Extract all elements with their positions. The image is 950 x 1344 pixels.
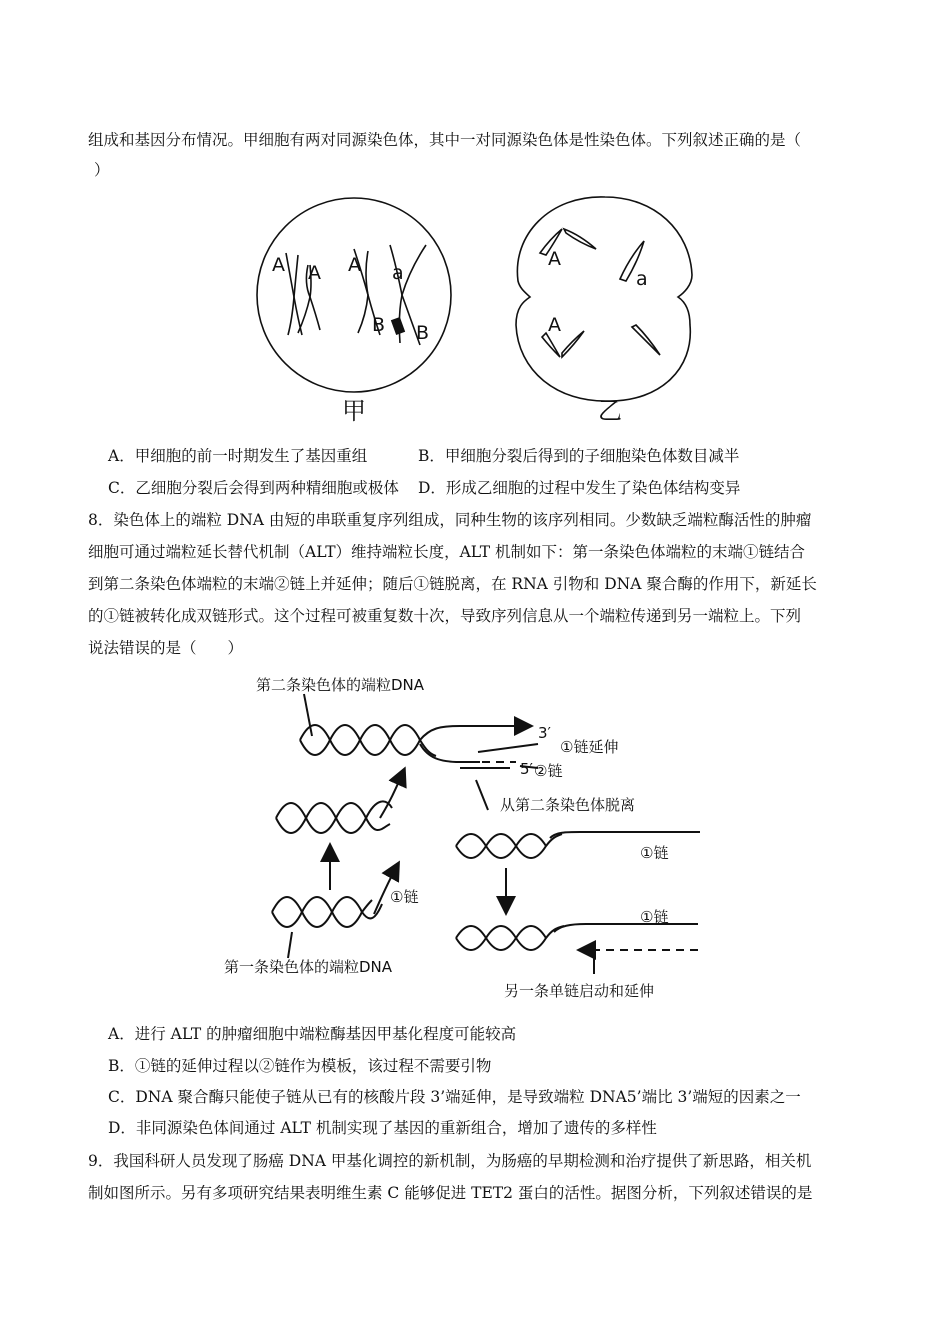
label-strand1-extend: ①链延伸 bbox=[560, 738, 619, 756]
chromosome bbox=[286, 253, 294, 335]
q8-option-c: C．DNA 聚合酶只能使子链从已有的核酸片段 3’端延伸，是导致端粒 DNA5’端比 3’端短的因素之一 bbox=[108, 1088, 801, 1106]
q7-intro-line1: 组成和基因分布情况。甲细胞有两对同源染色体，其中一对同源染色体是性染色体。下列叙述正确的是（ bbox=[88, 131, 802, 149]
q8-stem-line2: 细胞可通过端粒延长替代机制（ALT）维持端粒长度，ALT 机制如下：第一条染色体端粒的末端①链结合 bbox=[88, 543, 806, 561]
q7-option-b: B．甲细胞分裂后得到的子细胞染色体数目减半 bbox=[418, 447, 740, 465]
label-other-strand: 另一条单链启动和延伸 bbox=[504, 982, 655, 1000]
label-strand1: ①链 bbox=[640, 844, 669, 862]
cell-yi bbox=[516, 197, 692, 401]
q7-option-c: C．乙细胞分裂后会得到两种精细胞或极体 bbox=[108, 479, 399, 497]
label-second-chromosome-telomere: 第二条染色体的端粒DNA bbox=[256, 676, 425, 694]
cell-jia-label: 甲 bbox=[342, 397, 366, 425]
label-3prime: 3′ bbox=[538, 724, 551, 742]
chromosome bbox=[542, 333, 560, 357]
gene-label: B bbox=[372, 314, 386, 336]
gene-label: B bbox=[416, 322, 430, 344]
label-detach: 从第二条染色体脱离 bbox=[500, 796, 636, 814]
q8-stem-line3: 到第二条染色体端粒的末端②链上并延伸；随后①链脱离，在 RNA 引物和 DNA 聚合酶的作用下，新延长 bbox=[88, 575, 817, 593]
gene-label: A bbox=[548, 248, 561, 270]
gene-label: A bbox=[548, 314, 561, 336]
cell-division-figure bbox=[250, 185, 710, 430]
gene-label: A bbox=[308, 262, 321, 284]
q9-stem-line2: 制如图所示。另有多项研究结果表明维生素 C 能够促进 TET2 蛋白的活性。据图分析，下列叙述错误的是 bbox=[88, 1184, 813, 1202]
gene-label: a bbox=[392, 262, 404, 284]
q8-stem-line5: 说法错误的是（ ） bbox=[88, 639, 244, 657]
q8-option-b: B．①链的延伸过程以②链作为模板，该过程不需要引物 bbox=[108, 1057, 492, 1075]
q9-stem-line1: 9．我国科研人员发现了肠癌 DNA 甲基化调控的新机制，为肠癌的早期检测和治疗提供了新思路，相关机 bbox=[88, 1152, 812, 1170]
q7-option-d: D．形成乙细胞的过程中发生了染色体结构变异 bbox=[418, 479, 741, 497]
label-strand1: ①链 bbox=[390, 888, 419, 906]
q8-option-a: A．进行 ALT 的肿瘤细胞中端粒酶基因甲基化程度可能较高 bbox=[108, 1025, 517, 1043]
cell-yi-label: 乙 bbox=[598, 397, 622, 425]
gene-label: a bbox=[636, 268, 648, 290]
helix bbox=[272, 897, 372, 927]
helix bbox=[300, 725, 436, 756]
q7-option-a: A．甲细胞的前一时期发生了基因重组 bbox=[108, 447, 368, 465]
label-strand2: ②链 bbox=[534, 762, 563, 780]
q8-stem-line4: 的①链被转化成双链形式。这个过程可被重复数十次，导致序列信息从一个端粒传递到另一端粒上。下列 bbox=[88, 607, 802, 625]
q8-stem-line1: 8．染色体上的端粒 DNA 由短的串联重复序列组成，同种生物的该序列相同。少数缺乏端粒酶活性的肿瘤 bbox=[88, 511, 812, 529]
label-first-chromosome-telomere: 第一条染色体的端粒DNA bbox=[224, 958, 393, 976]
q8-option-d: D．非同源染色体间通过 ALT 机制实现了基因的重新组合，增加了遗传的多样性 bbox=[108, 1119, 657, 1137]
gene-label: A bbox=[272, 254, 285, 276]
cell-jia bbox=[257, 198, 451, 392]
gene-label: A bbox=[348, 254, 361, 276]
label-5prime: 5′ bbox=[520, 760, 533, 778]
q7-intro-line2: ） bbox=[94, 161, 110, 179]
chromosome bbox=[632, 325, 660, 355]
label-strand1: ①链 bbox=[640, 908, 669, 926]
alt-mechanism-figure bbox=[220, 668, 720, 1008]
